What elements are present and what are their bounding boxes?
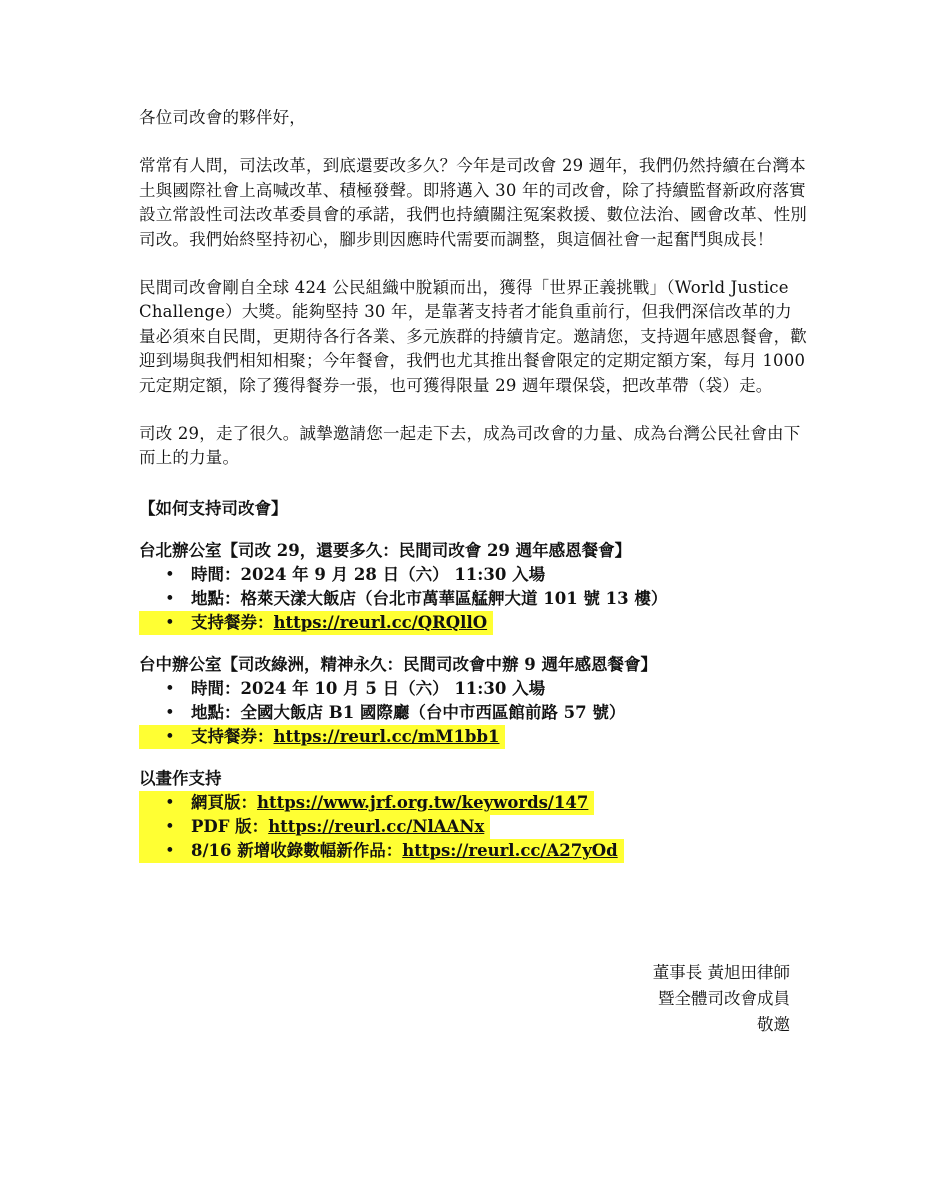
- bullet-icon: •: [165, 678, 175, 698]
- bullet-icon: •: [165, 816, 175, 836]
- taipei-ticket-label: 支持餐券：: [191, 612, 274, 632]
- signature-closing: 敬邀: [757, 1015, 790, 1034]
- taipei-event-ticket: [139, 611, 807, 635]
- artwork-pdf-item: [139, 815, 807, 839]
- artwork-title: 以畫作支持: [139, 768, 222, 788]
- greeting: 各位司改會的夥伴好，: [139, 108, 306, 127]
- taichung-time-text: 時間：2024 年 10 月 5 日（六） 11:30 入場: [191, 678, 546, 698]
- bullet-icon: •: [165, 726, 175, 746]
- signature-block: [653, 960, 790, 1038]
- bullet-icon: •: [165, 702, 175, 722]
- artwork-web-highlight: [139, 791, 594, 815]
- artwork-web-link[interactable]: https://www.jrf.org.tw/keywords/147: [257, 792, 589, 812]
- artwork-new-highlight: [139, 839, 624, 863]
- artwork-pdf-link[interactable]: https://reurl.cc/NlAANx: [268, 816, 485, 836]
- taipei-event-details: [139, 563, 807, 635]
- taipei-time-text: 時間：2024 年 9 月 28 日（六） 11:30 入場: [191, 564, 546, 584]
- artwork-links: [139, 791, 807, 863]
- signature-members: 暨全體司改會成員: [658, 989, 790, 1008]
- taipei-ticket-highlight: [139, 611, 493, 635]
- signature-chairman: 董事長 黃旭田律師: [652, 963, 790, 982]
- artwork-new-link[interactable]: https://reurl.cc/A27yOd: [402, 840, 618, 860]
- artwork-new-label: 8/16 新增收錄數幅新作品：: [191, 840, 403, 860]
- bullet-icon: •: [165, 564, 175, 584]
- bullet-icon: •: [165, 840, 175, 860]
- artwork-web-label: 網頁版：: [191, 792, 257, 812]
- taichung-event-time: [139, 677, 807, 701]
- support-section-title: 【如何支持司改會】: [139, 498, 288, 518]
- taichung-ticket-highlight: [139, 725, 505, 749]
- artwork-pdf-label: PDF 版：: [191, 816, 269, 836]
- taipei-event-time: [139, 563, 807, 587]
- taipei-event-title: 台北辦公室【司改 29，還要多久：民間司改會 29 週年感恩餐會】: [139, 540, 632, 560]
- artwork-pdf-highlight: [139, 815, 490, 839]
- taichung-event-place: [139, 701, 807, 725]
- artwork-web-item: [139, 791, 807, 815]
- taichung-event-title: 台中辦公室【司改綠洲，精神永久：民間司改會中辦 9 週年感恩餐會】: [139, 654, 657, 674]
- paragraph-intro: 常常有人問，司法改革，到底還要改多久？今年是司改會 29 週年，我們仍然持續在台灣本土與國際社會上高喊改革、積極發聲。即將邁入 30 年的司改會，除了持續監督新政府落實設立常設性司法改革委員會的承諾，我們也持續關注冤案救援、數位法治、國會改革、性別司改。我們始終堅持初心，腳步則因應時代需要而調整，與這個社會一起奮鬥與成長！: [139, 156, 807, 249]
- taipei-place-text: 地點：格萊天漾大飯店（台北市萬華區艋舺大道 101 號 13 樓）: [191, 588, 668, 608]
- taichung-ticket-label: 支持餐券：: [191, 726, 274, 746]
- taipei-event-place: [139, 587, 807, 611]
- taichung-event-ticket: [139, 725, 807, 749]
- paragraph-invitation: 司改 29，走了很久。誠摯邀請您一起走下去，成為司改會的力量、成為台灣公民社會由下而上的力量。: [139, 424, 801, 468]
- artwork-new-item: [139, 839, 807, 863]
- taichung-ticket-link[interactable]: https://reurl.cc/mM1bb1: [273, 726, 500, 746]
- taipei-ticket-link[interactable]: https://reurl.cc/QRQllO: [273, 612, 488, 632]
- taichung-event-details: [139, 677, 807, 749]
- taichung-place-text: 地點：全國大飯店 B1 國際廳（台中市西區館前路 57 號）: [191, 702, 626, 722]
- paragraph-award: 民間司改會剛自全球 424 公民組織中脫穎而出，獲得「世界正義挑戰」（World Justice Challenge）大獎。能夠堅持 30 年，是靠著支持者才能負重前行，但我們深信改革的力量必須來自民間，更期待各行各業、多元族群的持續肯定。邀請您，支持週年感恩餐會，歡迎到場與我們相知相聚；今年餐會，我們也尤其推出餐會限定的定期定額方案，每月 1000 元定期定額，除了獲得餐券一張，也可獲得限量 29 週年環保袋，把改革帶（袋）走。: [139, 278, 807, 395]
- bullet-icon: •: [165, 612, 175, 632]
- bullet-icon: •: [165, 588, 175, 608]
- bullet-icon: •: [165, 792, 175, 812]
